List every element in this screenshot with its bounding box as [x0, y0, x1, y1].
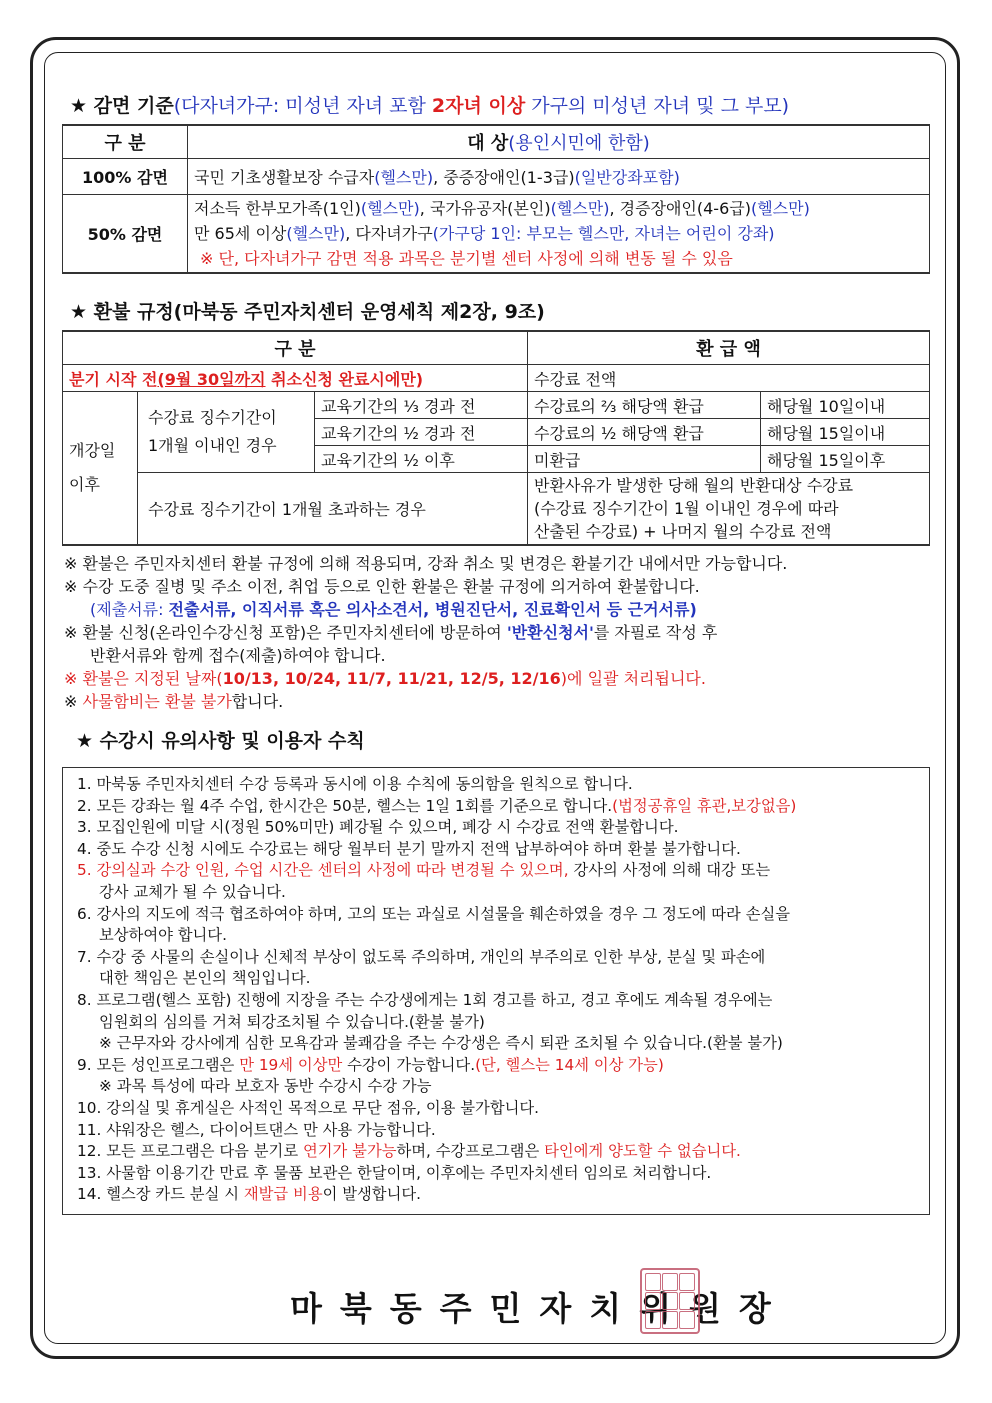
refund-row-2: 교육기간의 ½ 경과 전 수강료의 ½ 해당액 환급 해당월 15일이내 — [63, 419, 930, 446]
discount-table — [62, 124, 930, 274]
refund-notes: ※ 환불은 주민자치센터 환불 규정에 의해 적용되며, 강좌 취소 및 변경은 환불기간 내에서만 가능합니다. ※ 수강 도중 질병 및 주소 이전, 취업 등으로 인한 환불은 환불 규정에 의거하여 환불합니다. (제출서류: 전출서류, 이직서류 혹은 의사소견서, 병원진단서, 진료확인서 등 근거서류) ※ 환불 신청(온라인수강신청 포함)은 주민자치센터에 방문하여 '반환신청서'를 자필로 작성 후 반환서류와 함께 접수(제출)하여야 합니다. ※ 환불은 지정된 날짜(10/13, 10/24, 11/7, 11/21, 12/5, 12/16)에 일괄 처리됩니다. ※ 사물함비는 환불 불가합니다. — [64, 554, 788, 711]
discount-row-50: 50% 감면 저소득 한부모가족(1인)(헬스만), 국가유공자(본인)(헬스만), 경증장애인(4-6급)(헬스만) 만 65세 이상(헬스만), 다자녀가구(가구당 1인: 부모는 헬스만, 자녀는 어린이 강좌) ※ 단, 다자녀가구 감면 적용 과목은 분기별 센터 사정에 의해 변동 될 수 있음 — [63, 195, 930, 274]
refund-row-3: 교육기간의 ½ 이후 미환급 해당월 15일이후 — [63, 446, 930, 473]
discount-section-title: ★ 감면 기준(다자녀가구: 미성년 자녀 포함 2자녀 이상 가구의 미성년 자녀 및 그 부모) — [70, 95, 790, 117]
official-seal — [640, 1268, 700, 1334]
refund-table — [62, 330, 930, 546]
refund-row-1: 개강일 이후 수강료 징수기간이 1개월 이내인 경우 교육기간의 ⅓ 경과 전 수강료의 ⅔ 해당액 환급 해당월 10일이내 — [63, 392, 930, 419]
discount-row-100: 100% 감면 국민 기초생활보장 수급자(헬스만), 중증장애인(1-3급)(일반강좌포함) — [63, 159, 930, 195]
signature: 마북동주민자치위원장 — [290, 1289, 789, 1328]
refund-table-header: 구 분 환 급 액 — [63, 331, 930, 365]
discount-table-header: 구 분 대 상(용인시민에 한함) — [63, 125, 930, 159]
refund-section-title: ★ 환불 규정(마북동 주민자치센터 운영세칙 제2장, 9조) — [70, 301, 545, 323]
refund-row-over-month: 수강료 징수기간이 1개월 초과하는 경우 반환사유가 발생한 당해 월의 반환대상 수강료 (수강료 징수기간이 1월 이내인 경우에 따라 산출된 수강료) + 나머지 월의 수강료 전액 — [63, 473, 930, 546]
rules-section-title: ★ 수강시 유의사항 및 이용자 수칙 — [76, 730, 365, 752]
document-body — [62, 88, 930, 1215]
refund-row-before-start: 분기 시작 전(9월 30일까지 취소신청 완료시에만) 수강료 전액 — [63, 365, 930, 392]
rules-box: 1. 마북동 주민자치센터 수강 등록과 동시에 이용 수칙에 동의함을 원칙으로 합니다. 2. 모든 강좌는 월 4주 수업, 한시간은 50분, 헬스는 1일 1회를 기준으로 합니다.(법정공휴일 휴관,보강없음) 3. 모집인원에 미달 시(정원 50%미만) 폐강될 수 있으며, 폐강 시 수강료 전액 환불합니다. 4. 중도 수강 신청 시에도 수강료는 해당 월부터 분기 말까지 전액 납부하여야 하며 환불 불가합니다. 5. 강의실과 수강 인원, 수업 시간은 센터의 사정에 따라 변경될 수 있으며, 강사의 사정에 의해 대강 또는 강사 교체가 될 수 있습니다. 6. 강사의 지도에 적극 협조하여야 하며, 고의 또는 과실로 시설물을 훼손하였을 경우 그 정도에 따라 손실을 보상하여야 합니다. 7. 수강 중 사물의 손실이나 신체적 부상이 없도록 주의하며, 개인의 부주의로 인한 부상, 분실 및 파손에 대한 책임은 본인의 책임입니다. 8. 프로그램(헬스 포함) 진행에 지장을 주는 수강생에게는 1회 경고를 하고, 경고 후에도 계속될 경우에는 임원회의 심의를 거쳐 퇴강조치될 수 있습니다.(환불 불가) ※ 근무자와 강사에게 심한 모욕감과 불쾌감을 주는 수강생은 즉시 퇴관 조치될 수 있습니다.(환불 불가) 9. 모든 성인프로그램은 만 19세 이상만 수강이 가능합니다.(단, 헬스는 14세 이상 가능) ※ 과목 특성에 따라 보호자 동반 수강시 수강 가능 10. 강의실 및 휴게실은 사적인 목적으로 무단 점유, 이용 불가합니다. 11. 샤워장은 헬스, 다이어트댄스 만 사용 가능합니다. 12. 모든 프로그램은 다음 분기로 연기가 불가능하며, 수강프로그램은 타인에게 양도할 수 없습니다. 13. 사물함 이용기간 만료 후 물품 보관은 한달이며, 이후에는 주민자치센터 임의로 처리합니다. 14. 헬스장 카드 분실 시 재발급 비용이 발생합니다. — [62, 767, 930, 1215]
